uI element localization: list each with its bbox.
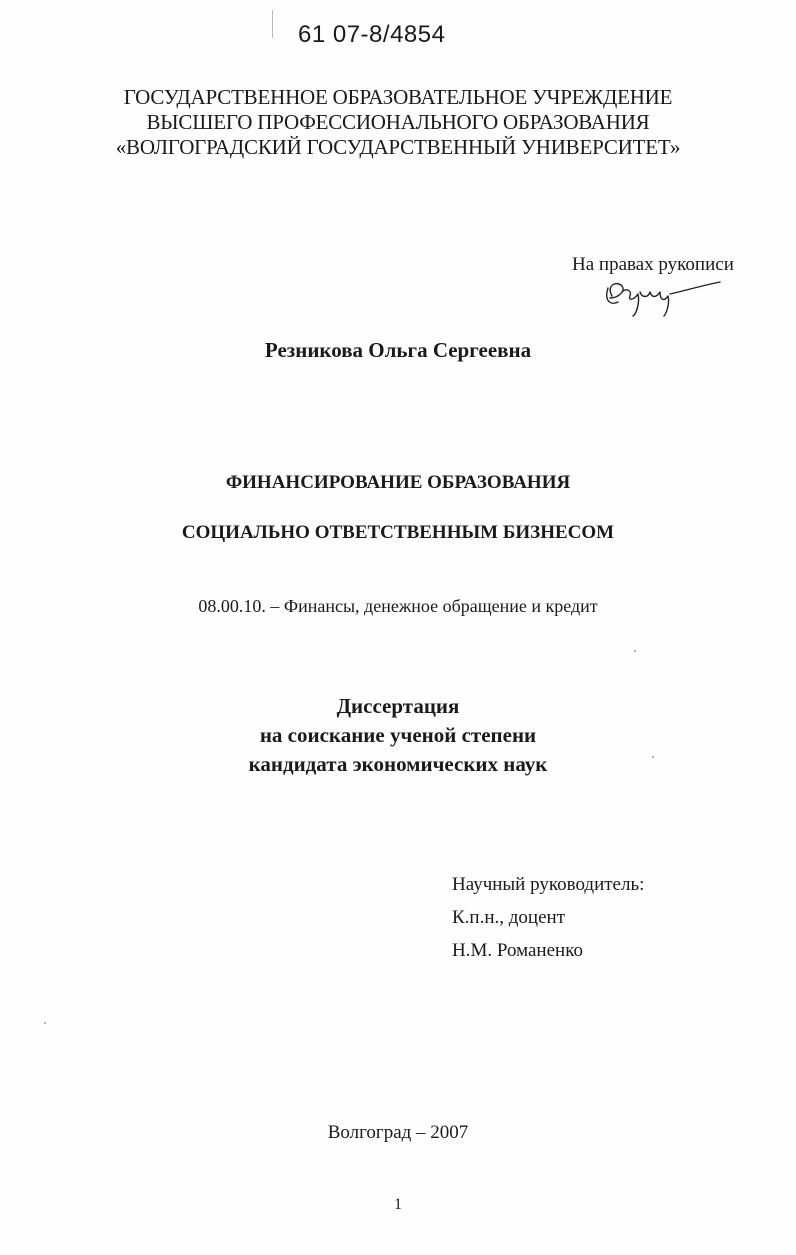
city-year: Волгоград – 2007 — [327, 1122, 469, 1143]
scan-speck — [44, 1022, 46, 1024]
supervisor-label: Научный руководитель: — [452, 874, 645, 895]
scan-speck — [634, 650, 636, 652]
dissertation-degree-line: на соискание ученой степени — [259, 723, 537, 747]
handwritten-signature — [600, 274, 722, 318]
title-line-2: СОЦИАЛЬНО ОТВЕТСТВЕННЫМ БИЗНЕСОМ — [181, 522, 615, 543]
institution-line-1: ГОСУДАРСТВЕННОЕ ОБРАЗОВАТЕЛЬНОЕ УЧРЕЖДЕНИЕ — [123, 85, 673, 109]
institution-line-3: «ВОЛГОГРАДСКИЙ ГОСУДАРСТВЕННЫЙ УНИВЕРСИТЕТ» — [115, 135, 681, 159]
manuscript-rights-note: На правах рукописи — [572, 254, 734, 275]
dissertation-field-line: кандидата экономических наук — [248, 752, 548, 776]
institution-line-2: ВЫСШЕГО ПРОФЕССИОНАЛЬНОГО ОБРАЗОВАНИЯ — [146, 110, 650, 134]
title-line-1: ФИНАНСИРОВАНИЕ ОБРАЗОВАНИЯ — [225, 472, 571, 493]
archive-code: 61 07-8/4854 — [298, 21, 446, 48]
author-name: Резникова Ольга Сергеевна — [264, 338, 532, 362]
supervisor-name: Н.М. Романенко — [452, 940, 583, 961]
specialty-code: 08.00.10. – Финансы, денежное обращение и кредит — [198, 596, 598, 616]
page-number: 1 — [394, 1196, 402, 1213]
scan-speck — [652, 756, 654, 758]
supervisor-degree: К.п.н., доцент — [452, 907, 565, 928]
scan-artifact-line — [272, 10, 273, 38]
dissertation-label: Диссертация — [336, 694, 460, 718]
